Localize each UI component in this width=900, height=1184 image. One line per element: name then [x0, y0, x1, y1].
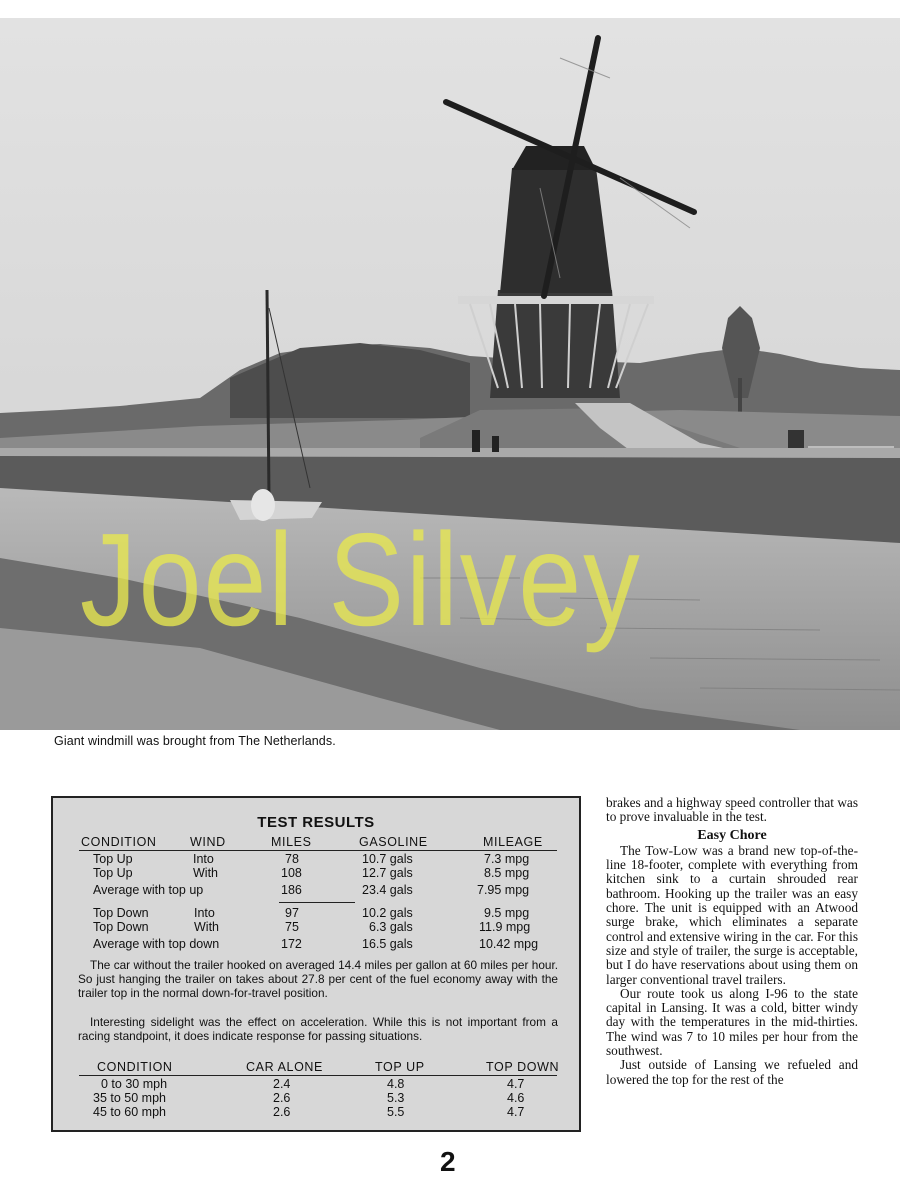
row-4-gasoline: 10.2 gals: [362, 906, 413, 920]
row-2-mileage: 8.5 mpg: [484, 866, 530, 880]
row-4-miles: 97: [285, 906, 299, 920]
accel-header-top-up: TOP UP: [375, 1060, 425, 1074]
accel-header-condition: CONDITION: [97, 1060, 173, 1074]
row-4-wind: Into: [194, 906, 215, 920]
accel-header-top-down: TOP DOWN: [486, 1060, 560, 1074]
article-paragraph-1: The Tow-Low was a brand new top-of-the-line 18-footer, complete with everything from kitchen sink to a curtain shrouded rear bathroom. Hooking up the trailer was an easy chore. The unit is equipped with an Atwood surge brake, which eliminates a separate control and extensive wiring in the car. For this size and style of trailer, the surge is acceptable, but I do have reservations about using them on larger conventional travel trailers.: [606, 842, 858, 987]
row-5-wind: With: [194, 920, 219, 934]
row-1-wind: Into: [193, 852, 214, 866]
row-6-mileage: 10.42 mpg: [479, 937, 539, 951]
test-results-box: [51, 796, 581, 1132]
row-3-condition: Average with top up: [93, 883, 204, 897]
accel-row-3-car-alone: 2.6: [273, 1105, 291, 1119]
accel-row-1-condition: 0 to 30 mph: [101, 1077, 168, 1091]
row-1-mileage: 7.3 mpg: [484, 852, 530, 866]
header-mileage: MILEAGE: [483, 835, 543, 849]
row-5-miles: 75: [285, 920, 299, 934]
row-4-condition: Top Down: [93, 906, 149, 920]
row-2-condition: Top Up: [93, 866, 133, 880]
row-3-gasoline: 23.4 gals: [362, 883, 413, 897]
fuel-economy-paragraph: The car without the trailer hooked on averaged 14.4 miles per gallon at 60 miles per hour. So just hanging the trailer on takes about 27.8 per cent of the fuel economy away with the trailer top in the normal down-for-travel position.: [78, 958, 558, 1000]
windmill-photo: [0, 18, 900, 730]
accel-row-3-top-down: 4.7: [507, 1105, 525, 1119]
row-4-mileage: 9.5 mpg: [484, 906, 530, 920]
header-wind: WIND: [190, 835, 226, 849]
row-6-condition: Average with top down: [93, 937, 220, 951]
row-5-gasoline: 6.3 gals: [369, 920, 413, 934]
article-column: [606, 796, 858, 1087]
article-subheading: Easy Chore: [697, 827, 767, 843]
header-miles: MILES: [271, 835, 312, 849]
row-2-gasoline: 12.7 gals: [362, 866, 413, 880]
accel-row-3-top-up: 5.5: [387, 1105, 405, 1119]
test-results-title: TEST RESULTS: [257, 814, 375, 831]
watermark-text: Joel Silvey: [80, 506, 642, 653]
header-condition: CONDITION: [81, 835, 157, 849]
row-1-condition: Top Up: [93, 852, 133, 866]
row-1-gasoline: 10.7 gals: [362, 852, 413, 866]
header-rule: [79, 850, 557, 851]
windmill-photo-illustration: [0, 18, 900, 730]
row-6-miles: 172: [281, 937, 302, 951]
article-paragraph-3: Just outside of Lansing we refueled and lowered the top for the rest of the: [606, 1057, 858, 1087]
article-paragraph-0: brakes and a highway speed controller that was to prove invaluable in the test.: [606, 795, 858, 825]
row-2-miles: 108: [281, 866, 302, 880]
page-number: 2: [440, 1146, 456, 1177]
accel-row-2-top-down: 4.6: [507, 1091, 525, 1105]
row-5-condition: Top Down: [93, 920, 149, 934]
article-paragraph-2: Our route took us along I-96 to the state capital in Lansing. It was a cold, bitter windy day with the temperatures in the mid-thirties. The wind was 7 to 10 miles per hour from the southwest.: [606, 985, 858, 1059]
row-5-mileage: 11.9 mpg: [479, 920, 531, 934]
header-gasoline: GASOLINE: [359, 835, 428, 849]
row-2-wind: With: [193, 866, 218, 880]
accel-row-2-condition: 35 to 50 mph: [93, 1091, 166, 1105]
accel-row-3-condition: 45 to 60 mph: [93, 1105, 166, 1119]
accel-row-2-top-up: 5.3: [387, 1091, 405, 1105]
accel-row-1-top-up: 4.8: [387, 1077, 405, 1091]
miles-rule: [279, 902, 355, 903]
photo-caption: Giant windmill was brought from The Netherlands.: [54, 734, 336, 748]
accel-header-car-alone: CAR ALONE: [246, 1060, 323, 1074]
accel-row-1-top-down: 4.7: [507, 1077, 525, 1091]
accel-header-rule: [79, 1075, 557, 1076]
accel-row-2-car-alone: 2.6: [273, 1091, 291, 1105]
row-6-gasoline: 16.5 gals: [362, 937, 413, 951]
row-3-mileage: 7.95 mpg: [477, 883, 530, 897]
accel-row-1-car-alone: 2.4: [273, 1077, 291, 1091]
acceleration-paragraph: Interesting sidelight was the effect on acceleration. While this is not important from a racing standpoint, it does indicate response for passing situations.: [78, 1015, 558, 1043]
row-1-miles: 78: [285, 852, 299, 866]
row-3-miles: 186: [281, 883, 302, 897]
